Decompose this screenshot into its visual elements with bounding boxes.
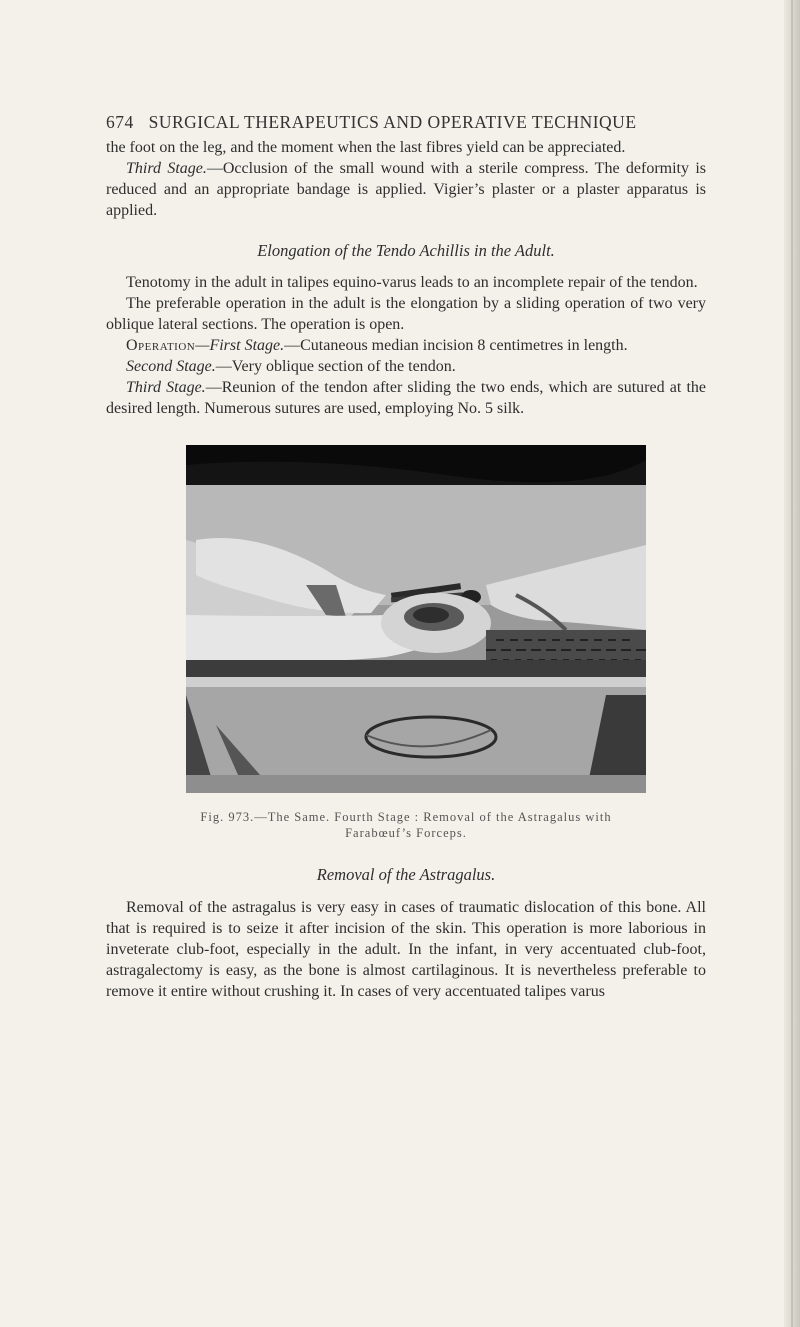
tenotomy-text: Tenotomy in the adult in talipes equino-varus leads to an incomplete repair of the tendon.: [126, 274, 698, 291]
photograph-illustration: [186, 445, 646, 793]
continuation-paragraph: [106, 137, 706, 158]
second-stage-label: Second Stage.: [126, 358, 216, 375]
elongation-heading: Elongation of the Tendo Achillis in the Adult.: [257, 241, 555, 260]
binding-edge: [791, 0, 793, 1327]
running-title: SURGICAL THERAPEUTICS AND OPERATIVE TECHNIQUE: [148, 112, 637, 132]
preferable-operation-text: The preferable operation in the adult is the elongation by a sliding operation of two very oblique lateral sections. The operation is open.: [106, 295, 706, 333]
third-stage-label: Third Stage.: [126, 160, 207, 177]
first-stage-label: —First Stage.: [195, 337, 285, 354]
reunion-stage-text: —Reunion of the tendon after sliding the two ends, which are sutured at the desired length. Numerous sutures are used, employing No. 5 silk.: [106, 379, 706, 417]
reunion-stage-label: Third Stage.: [126, 379, 206, 396]
surgical-photograph: [186, 445, 646, 793]
preferable-operation-paragraph: [106, 293, 706, 335]
third-stage-paragraph: [106, 158, 706, 221]
caption-line-1: Fig. 973.—The Same. Fourth Stage : Removal of the Astragalus with: [200, 810, 612, 824]
third-stage-text: —Occlusion of the small wound with a sterile compress. The deformity is reduced and an appropriate bandage is applied. Vigier’s plaster or a plaster apparatus is applied.: [106, 160, 707, 219]
first-stage-text: —Cutaneous median incision 8 centimetres in length.: [284, 337, 628, 354]
tenotomy-paragraph: [106, 272, 706, 293]
removal-text: Removal of the astragalus is very easy in cases of traumatic dislocation of this bone. All that is required is to seize it after incision of the skin. This operation is more laborious in inveterate club-foot, especially in the adult. In the infant, in very accentuated club-foot, astragalectomy is easy, as the bone is almost cartilaginous. It is nevertheless preferable to remove it entire without crushing it. In cases of very accentuated talipes varus: [106, 899, 706, 1000]
second-stage-text: —Very oblique section of the tendon.: [215, 358, 456, 375]
second-stage-paragraph: [106, 356, 706, 377]
continuation-text: the foot on the leg, and the moment when the last fibres yield can be appreciated.: [106, 139, 626, 156]
removal-heading: Removal of the Astragalus.: [316, 865, 496, 884]
reunion-paragraph: [106, 377, 706, 419]
caption-line-2: Farabœuf’s Forceps.: [345, 826, 467, 840]
book-page: [106, 112, 706, 1002]
page-number: 674: [106, 112, 134, 132]
operation-label: Operation: [126, 337, 196, 354]
operation-first-stage-paragraph: [106, 335, 706, 356]
running-header: [106, 112, 706, 133]
removal-paragraph: [106, 897, 706, 1002]
figure-caption: [106, 809, 706, 841]
